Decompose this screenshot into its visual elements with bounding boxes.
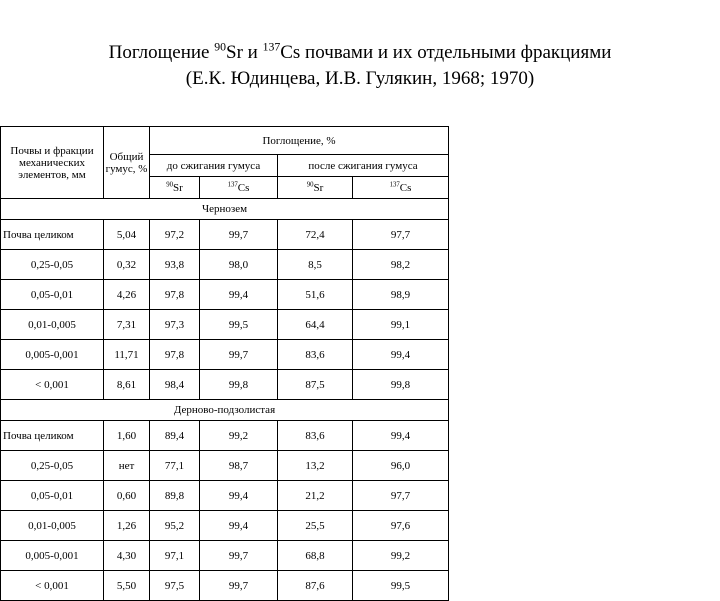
row-label: 0,25-0,05 (1, 451, 104, 481)
cell-before-cs: 99,7 (200, 220, 278, 250)
cell-before-sr: 93,8 (150, 250, 200, 280)
row-label: 0,01-0,005 (1, 310, 104, 340)
cell-after-cs: 99,4 (353, 421, 449, 451)
isotope-mass-sr: 90 (214, 40, 226, 54)
header-absorption: Поглощение, % (150, 127, 449, 155)
cell-before-sr: 97,5 (150, 571, 200, 601)
cell-after-sr: 83,6 (278, 340, 353, 370)
cell-humus: нет (104, 451, 150, 481)
table-body (1, 199, 449, 601)
header-before-cs: $^{137}$Cs (200, 177, 278, 199)
row-label: Почва целиком (1, 421, 104, 451)
row-label: 0,01-0,005 (1, 511, 104, 541)
cell-humus: 0,60 (104, 481, 150, 511)
header-soil: Почвы и фракции механических элементов, мм (1, 127, 104, 199)
cell-before-cs: 99,8 (200, 370, 278, 400)
cell-humus: 11,71 (104, 340, 150, 370)
title-text: Поглощение (108, 42, 215, 63)
cell-after-cs: 99,1 (353, 310, 449, 340)
row-label: Почва целиком (1, 220, 104, 250)
table-row (1, 280, 449, 310)
cell-after-cs: 97,7 (353, 220, 449, 250)
cell-after-cs: 97,6 (353, 511, 449, 541)
page-title (0, 40, 720, 92)
section-title: Дерново-подзолистая (1, 400, 449, 421)
cell-before-sr: 97,1 (150, 541, 200, 571)
cell-before-sr: 97,2 (150, 220, 200, 250)
cell-after-sr: 8,5 (278, 250, 353, 280)
title-line-2: (Е.К. Юдинцева, И.В. Гулякин, 1968; 1970) (185, 68, 535, 89)
cell-humus: 5,04 (104, 220, 150, 250)
cell-after-sr: 87,6 (278, 571, 353, 601)
title-text-end: Cs почвами и их отдельными фракциями (280, 42, 612, 63)
table-row (1, 340, 449, 370)
table-row (1, 511, 449, 541)
cell-after-sr: 21,2 (278, 481, 353, 511)
section-row (1, 199, 449, 220)
cell-after-cs: 99,2 (353, 541, 449, 571)
table-row (1, 310, 449, 340)
cell-humus: 4,30 (104, 541, 150, 571)
cell-humus: 4,26 (104, 280, 150, 310)
cell-before-sr: 97,3 (150, 310, 200, 340)
cell-before-cs: 99,7 (200, 541, 278, 571)
table-row (1, 220, 449, 250)
cell-before-sr: 95,2 (150, 511, 200, 541)
cell-after-cs: 98,2 (353, 250, 449, 280)
cell-humus: 1,26 (104, 511, 150, 541)
cell-after-cs: 99,8 (353, 370, 449, 400)
cell-after-cs: 97,7 (353, 481, 449, 511)
cell-before-sr: 97,8 (150, 340, 200, 370)
cell-after-sr: 83,6 (278, 421, 353, 451)
cell-before-cs: 99,2 (200, 421, 278, 451)
cell-after-cs: 99,5 (353, 571, 449, 601)
cell-after-sr: 13,2 (278, 451, 353, 481)
table-header (1, 127, 449, 199)
table-row (1, 421, 449, 451)
cell-before-sr: 77,1 (150, 451, 200, 481)
cell-after-sr: 51,6 (278, 280, 353, 310)
row-label: 0,05-0,01 (1, 280, 104, 310)
table-row (1, 541, 449, 571)
cell-humus: 5,50 (104, 571, 150, 601)
table-row (1, 250, 449, 280)
absorption-table (0, 126, 449, 601)
cell-after-sr: 25,5 (278, 511, 353, 541)
cell-before-cs: 99,4 (200, 511, 278, 541)
cell-humus: 8,61 (104, 370, 150, 400)
cell-after-sr: 68,8 (278, 541, 353, 571)
table-row (1, 370, 449, 400)
header-after-cs: $^{137}$Cs (353, 177, 449, 199)
title-line-1 (0, 40, 720, 66)
isotope-mass-cs: 137 (262, 40, 281, 54)
header-humus: Общий гумус, % (104, 127, 150, 199)
table-row (1, 451, 449, 481)
cell-before-cs: 99,4 (200, 481, 278, 511)
cell-before-cs: 98,7 (200, 451, 278, 481)
cell-before-sr: 98,4 (150, 370, 200, 400)
cell-before-sr: 89,4 (150, 421, 200, 451)
row-label: < 0,001 (1, 370, 104, 400)
table-row (1, 571, 449, 601)
cell-after-cs: 96,0 (353, 451, 449, 481)
cell-after-sr: 72,4 (278, 220, 353, 250)
cell-after-cs: 99,4 (353, 340, 449, 370)
cell-before-cs: 99,4 (200, 280, 278, 310)
row-label: 0,25-0,05 (1, 250, 104, 280)
cell-before-cs: 99,7 (200, 340, 278, 370)
cell-after-sr: 87,5 (278, 370, 353, 400)
title-conjunction: и (242, 42, 263, 63)
table-row (1, 481, 449, 511)
row-label: 0,005-0,001 (1, 541, 104, 571)
cell-before-cs: 98,0 (200, 250, 278, 280)
element-sr: Sr (226, 42, 243, 63)
cell-after-sr: 64,4 (278, 310, 353, 340)
cell-before-sr: 89,8 (150, 481, 200, 511)
section-title: Чернозем (1, 199, 449, 220)
header-before-burning: до сжигания гумуса (150, 155, 278, 177)
row-label: < 0,001 (1, 571, 104, 601)
cell-after-cs: 98,9 (353, 280, 449, 310)
cell-humus: 1,60 (104, 421, 150, 451)
cell-humus: 7,31 (104, 310, 150, 340)
header-before-sr: $^{90}$Sr (150, 177, 200, 199)
row-label: 0,005-0,001 (1, 340, 104, 370)
cell-before-sr: 97,8 (150, 280, 200, 310)
header-after-burning: после сжигания гумуса (278, 155, 449, 177)
cell-humus: 0,32 (104, 250, 150, 280)
cell-before-cs: 99,7 (200, 571, 278, 601)
cell-before-cs: 99,5 (200, 310, 278, 340)
header-after-sr: $^{90}$Sr (278, 177, 353, 199)
row-label: 0,05-0,01 (1, 481, 104, 511)
section-row (1, 400, 449, 421)
